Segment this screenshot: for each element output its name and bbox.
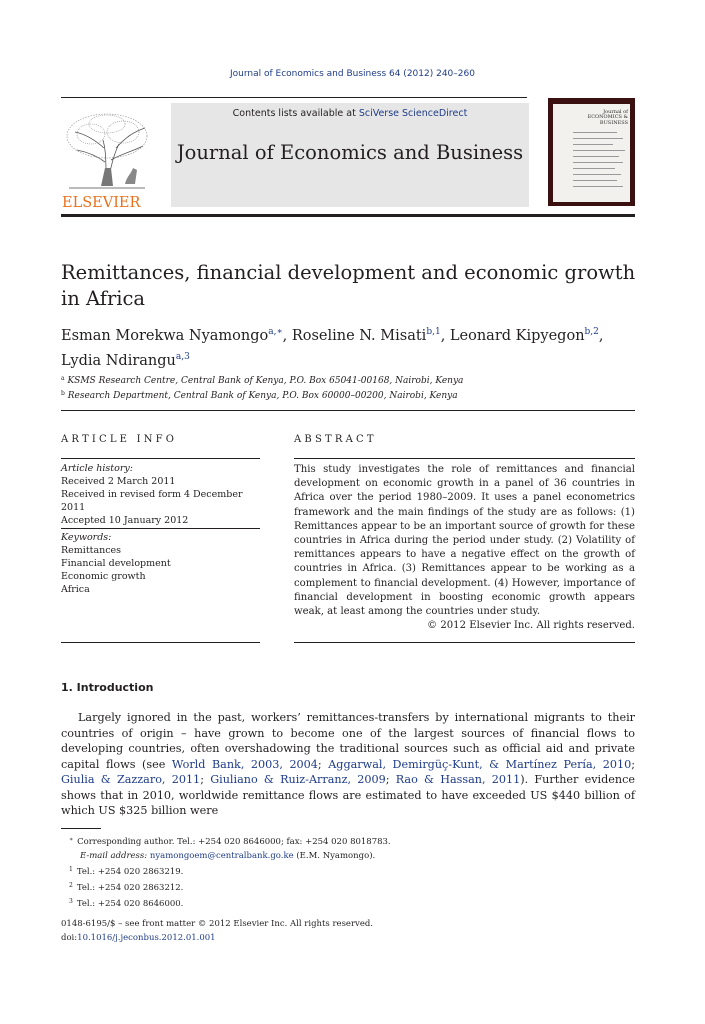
abstract-heading: ABSTRACT	[294, 434, 377, 445]
article-title-line1: Remittances, financial development and economic growth	[61, 261, 636, 284]
footnote-email: E-mail address: nyamongoem@centralbank.go.ke (E.M. Nyamongo).	[80, 851, 376, 861]
citation-link[interactable]: Giulia & Zazzaro, 2011	[61, 773, 201, 786]
keywords-label: Keywords:	[61, 532, 112, 543]
sciencedirect-link[interactable]: SciVerse ScienceDirect	[358, 108, 468, 119]
author-separator: ,	[282, 328, 292, 344]
author-separator: ,	[440, 328, 450, 344]
history-accepted: Accepted 10 January 2012	[61, 515, 189, 526]
keyword-item: Economic growth	[61, 571, 146, 582]
article-history	[61, 462, 261, 527]
doi-link[interactable]: 10.1016/j.jeconbus.2012.01.001	[77, 933, 216, 943]
author-name: Roseline N. Misati	[291, 328, 427, 344]
author-affiliation-mark[interactable]: a,∗	[268, 327, 283, 337]
article-title-line2: in Africa	[61, 287, 146, 310]
citation-link[interactable]: Aggarwal, Demirgüç-Kunt, & Martínez Pería, 2010	[328, 757, 632, 771]
keyword-item: Financial development	[61, 558, 171, 569]
citation-link[interactable]: Rao & Hassan, 2011	[395, 773, 521, 786]
author-name: Esman Morekwa Nyamongo	[61, 328, 269, 344]
history-revised: Received in revised form 4 December 2011	[61, 489, 243, 513]
journal-reference[interactable]: Journal of Economics and Business 64 (2012) 240–260	[230, 69, 475, 79]
affiliation-a: $^a$ KSMS Research Centre, Central Bank of Kenya, P.O. Box 65041-00168, Nairobi, Kenya	[61, 375, 464, 386]
author-name: Leonard Kipyegon	[449, 328, 585, 344]
keywords	[61, 531, 261, 596]
section-heading-introduction: 1. Introduction	[61, 681, 154, 694]
contents-prefix: Contents lists available at	[232, 108, 359, 119]
header-rule	[61, 97, 527, 98]
cover-title: Journal of ECONOMICS & BUSINESS	[587, 109, 628, 126]
citation-link[interactable]: Giuliano & Ruiz-Arranz, 2009	[210, 773, 386, 786]
article-info-rule-mid	[61, 528, 260, 529]
footnote-rule	[61, 828, 101, 829]
author-separator: ,	[598, 328, 604, 344]
elsevier-tree-logo	[61, 106, 153, 210]
keyword-item: Remittances	[61, 545, 122, 556]
article-info-rule-top	[61, 458, 260, 459]
footnote-1: $^1$ Tel.: +254 020 2863219.	[69, 866, 184, 877]
citation-link[interactable]: World Bank, 2003, 2004	[171, 757, 318, 771]
introduction-paragraph: Largely ignored in the past, workers’ remittances-transfers by international migrants to their countries of origin – have grown to become one of the largest sources of financial flows to developing countries, often overshadowing the traditional sources such as official aid and private capital flows (see World Bank, 2003, 2004; Aggarwal, Demirgüç-Kunt, & Martínez Pería, 2010; Giulia & Zazzaro, 2011; Giuliano & Ruiz-Arranz, 2009; Rao & Hassan, 2011). Further evidence shows that in 2010, worldwide remittance flows are estimated to have exceeded US $440 billion of which US $325 billion were	[61, 711, 636, 817]
footnote-2: $^2$ Tel.: +254 020 2863212.	[69, 882, 184, 893]
journal-title[interactable]: Journal of Economics and Business	[176, 141, 524, 164]
front-matter	[61, 917, 635, 945]
abstract-copyright: © 2012 Elsevier Inc. All rights reserved.	[427, 620, 635, 631]
affiliations	[61, 373, 641, 402]
author-affiliation-mark[interactable]: b,2	[584, 327, 599, 337]
author-list	[61, 322, 641, 372]
masthead-rule	[61, 214, 635, 217]
abstract-text: This study investigates the role of remittances and financial development on economic growth in a panel of 36 countries in Africa over the period 1980–2009. It uses a panel econometrics framework and the main findings of the study are as follows: (1) Remittances appear to be an important source of growth for these countries in Africa during the period under study. (2) Volatility of remittances appears to have a negative effect on the growth of countries in Africa. (3) Remittances appear to be working as a complement to financial development. (4) However, importance of financial development in boosting economic growth appears weak, at least among the countries under study.	[294, 464, 635, 618]
abstract-rule-bottom	[294, 642, 635, 643]
author-name: Lydia Ndirangu	[61, 353, 176, 369]
cover-page	[553, 104, 630, 202]
abstract-rule-top	[294, 458, 635, 459]
introduction-body	[61, 710, 635, 819]
article-title	[61, 260, 641, 312]
keyword-item: Africa	[61, 584, 90, 595]
history-label: Article history:	[61, 463, 133, 474]
affiliation-b: $^b$ Research Department, Central Bank of Kenya, P.O. Box 60000–00200, Nairobi, Kenya	[61, 389, 458, 401]
footnote-3: $^3$ Tel.: +254 020 8646000.	[69, 898, 184, 909]
email-link[interactable]: nyamongoem@centralbank.go.ke	[149, 851, 294, 861]
doi-line: doi:10.1016/j.jeconbus.2012.01.001	[61, 933, 216, 943]
contents-available-line	[171, 108, 529, 119]
issn-line: 0148-6195/$ – see front matter © 2012 Elsevier Inc. All rights reserved.	[61, 919, 374, 929]
footnotes	[61, 833, 635, 911]
author-affiliation-mark[interactable]: b,1	[426, 327, 441, 337]
journal-cover-thumbnail[interactable]	[548, 98, 635, 206]
elsevier-wordmark: ELSEVIER	[62, 195, 141, 210]
history-received: Received 2 March 2011	[61, 476, 176, 487]
section-rule	[61, 410, 635, 411]
author-affiliation-mark[interactable]: a,3	[175, 352, 190, 362]
footnote-corresponding: ∗ Corresponding author. Tel.: +254 020 8646000; fax: +254 020 8018783.	[69, 836, 391, 847]
article-info-heading: ARTICLE INFO	[61, 434, 178, 445]
article-info-rule-bottom	[61, 642, 260, 643]
